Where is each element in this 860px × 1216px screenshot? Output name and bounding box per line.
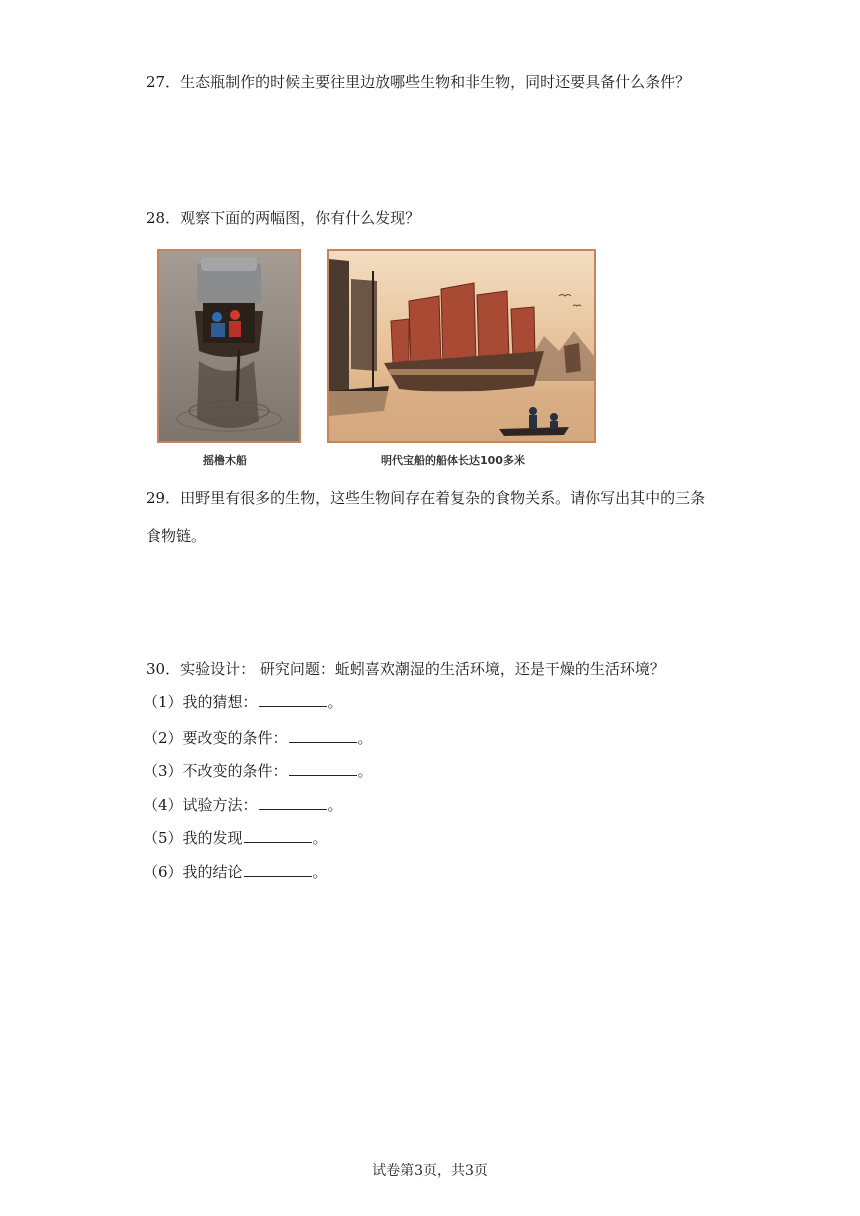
question-29: 29．田野里有很多的生物，这些生物间存在着复杂的食物关系。请你写出其中的三条食物链。	[146, 489, 706, 545]
sub-item-end: 。	[327, 796, 343, 814]
sub-item-label: （4）试验方法：	[143, 796, 258, 814]
sub-item-label: （2）要改变的条件：	[143, 729, 288, 747]
question-30: 30．实验设计： 研究问题：蚯蚓喜欢潮湿的生活环境，还是干燥的生活环境？	[146, 660, 665, 678]
sub-item-end: 。	[312, 863, 328, 881]
sub-item-end: 。	[357, 729, 373, 747]
sub-item-3	[143, 761, 373, 781]
sub-item-end: 。	[312, 829, 328, 847]
treasure-ship-illustration	[329, 251, 594, 441]
page-footer: 试卷第3页，共3页	[372, 1163, 488, 1179]
sub-item-label: （5）我的发现	[143, 829, 243, 847]
sub-item-label: （6）我的结论	[143, 863, 243, 881]
question-27: 27．生态瓶制作的时候主要往里边放哪些生物和非生物，同时还要具备什么条件？	[146, 73, 691, 91]
answer-blank[interactable]	[289, 761, 357, 776]
sub-item-1	[143, 692, 343, 712]
answer-blank[interactable]	[244, 862, 312, 877]
question-28: 28．观察下面的两幅图，你有什么发现？	[146, 209, 421, 227]
sub-item-end: 。	[327, 693, 343, 711]
answer-blank[interactable]	[289, 728, 357, 743]
sub-item-2	[143, 728, 373, 748]
sub-item-label: （3）不改变的条件：	[143, 762, 288, 780]
treasure-ship-caption: 明代宝船的船体长达100多米	[381, 454, 525, 467]
rowing-boat-image	[157, 249, 301, 443]
answer-blank[interactable]	[259, 795, 327, 810]
rowing-boat-illustration	[159, 251, 299, 441]
answer-blank[interactable]	[259, 692, 327, 707]
treasure-ship-image	[327, 249, 596, 443]
sub-item-4	[143, 795, 343, 815]
sub-item-5	[143, 828, 328, 848]
answer-blank[interactable]	[244, 828, 312, 843]
sub-item-end: 。	[357, 762, 373, 780]
sub-item-label: （1）我的猜想：	[143, 693, 258, 711]
sub-item-6	[143, 862, 328, 882]
rowing-boat-caption: 摇橹木船	[203, 454, 247, 467]
